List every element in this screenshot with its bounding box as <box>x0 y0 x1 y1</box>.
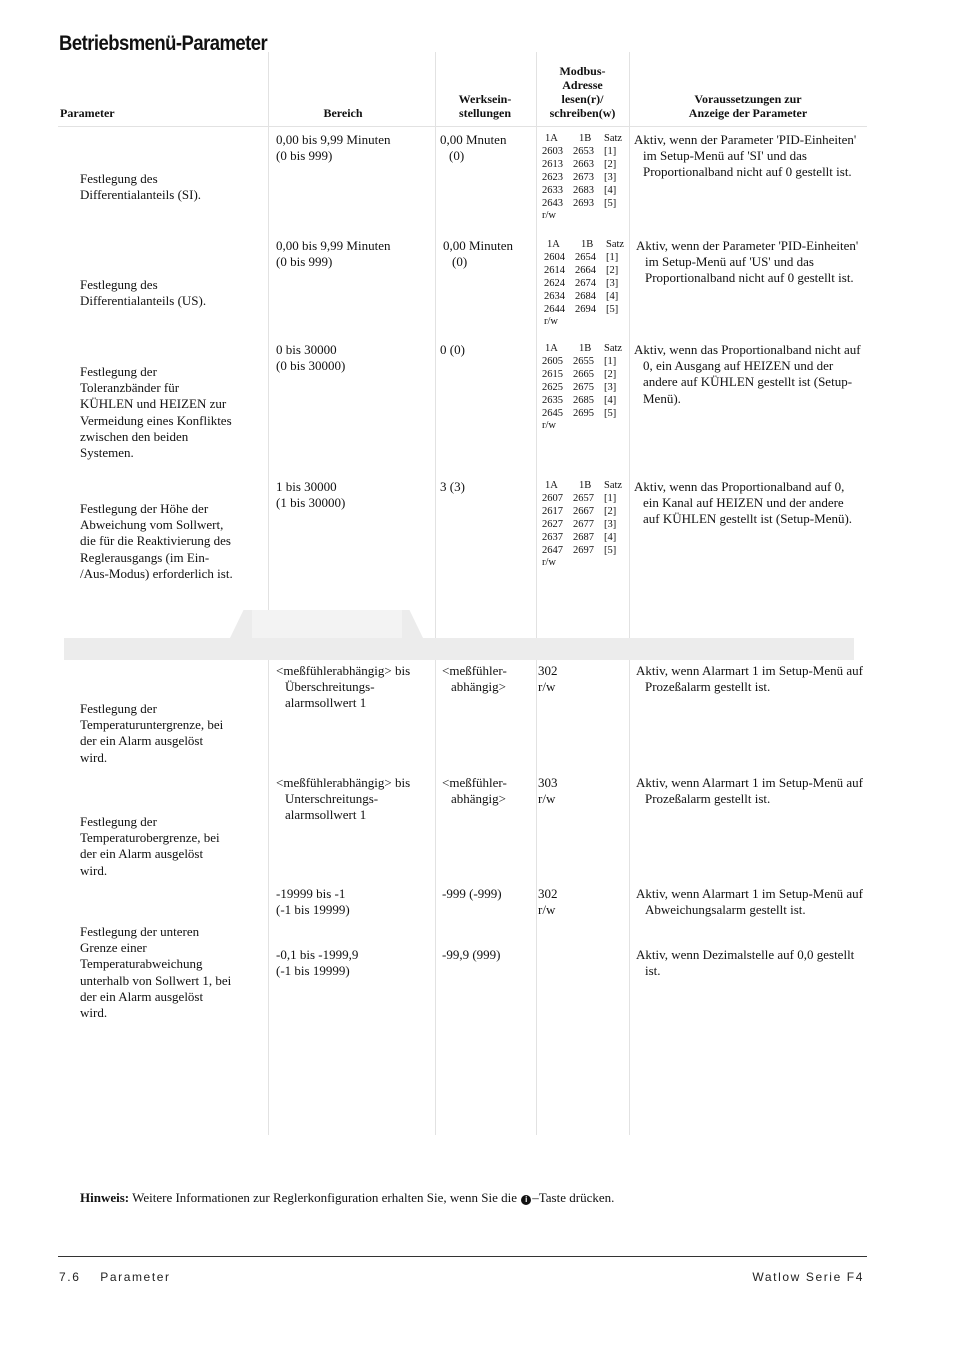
modbus-row: 2604 2654 [1] <box>544 251 619 263</box>
range-value: 0,00 bis 9,99 Minuten (0 bis 999) <box>276 132 391 164</box>
modbus-row: 2624 2674 [3] <box>544 277 619 289</box>
default-value: 0 (0) <box>440 342 465 357</box>
default-value: -999 (-999) <box>442 886 502 901</box>
parameter-description: Festlegung der Höhe der Abweichung vom Sollwert, die für die Reaktivierung des Reglerausgangs (im Ein- /Aus-Modus) erforderlich ist. <box>80 501 233 581</box>
range-value-decimal: -0,1 bis -1999,9 (-1 bis 19999) <box>276 947 359 979</box>
display-condition: Aktiv, wenn der Parameter 'PID-Einheiten' im Setup-Menü auf 'SI' und das Proportionalband nicht auf 0 gestellt ist. <box>634 132 857 180</box>
modbus-rw: r/w <box>542 557 556 569</box>
parameter-description: Festlegung der unteren Grenze einer Temperaturabweichung unterhalb von Sollwert 1, bei der ein Alarm ausgelöst wird. <box>80 924 232 1021</box>
modbus-address-block <box>542 133 628 223</box>
modbus-address-block <box>544 239 630 329</box>
default-value: <meßfühler-abhängig> <box>442 663 507 695</box>
range-value: -19999 bis -1 (-1 bis 19999) <box>276 886 350 918</box>
default-value: 0,00 Minuten (0) <box>443 238 514 270</box>
display-condition-decimal: Aktiv, wenn Dezimalstelle auf 0,0 gestellt ist. <box>636 947 855 979</box>
display-condition: Aktiv, wenn der Parameter 'PID-Einheiten' im Setup-Menü auf 'US' und das Proportionalband nicht auf 0 gestellt ist. <box>636 238 859 286</box>
footer-rule <box>58 1256 867 1257</box>
header-divider <box>58 126 867 127</box>
modbus-row: 2607 2657 [1] <box>542 492 617 504</box>
section-tab-inner <box>252 610 402 638</box>
page-title: Betriebsmenü-Parameter <box>59 32 268 55</box>
column-divider <box>435 52 436 1135</box>
default-value: 0,00 Mnuten (0) <box>440 132 507 164</box>
modbus-rw: r/w <box>542 420 556 432</box>
modbus-header: 1A 1B Satz <box>545 343 623 354</box>
parameter-description: Festlegung der Temperaturobergrenze, bei der ein Alarm ausgelöst wird. <box>80 814 220 878</box>
modbus-row: 2627 2677 [3] <box>542 518 617 530</box>
range-value: <meßfühlerabhängig> bis Überschreitungs-alarmsollwert 1 <box>276 663 411 711</box>
default-value: 3 (3) <box>440 479 465 494</box>
parameter-description: Festlegung des Differentialanteils (US). <box>80 277 207 309</box>
modbus-row: 2633 2683 [4] <box>542 184 617 196</box>
parameter-description: Festlegung der Toleranzbänder für KÜHLEN und HEIZEN zur Vermeidung eines Konfliktes zwischen den beiden Systemen. <box>80 364 232 461</box>
modbus-row: 2635 2685 [4] <box>542 394 617 406</box>
modbus-row: 2623 2673 [3] <box>542 171 617 183</box>
modbus-address: 302 r/w <box>538 663 558 695</box>
modbus-address: 303 r/w <box>538 775 558 807</box>
modbus-row: 2603 2653 [1] <box>542 145 617 157</box>
modbus-row: 2613 2663 [2] <box>542 158 617 170</box>
hint-text-after: –Taste drücken. <box>532 1190 615 1205</box>
header-werkseinstellungen: Werksein- stellungen <box>458 92 512 120</box>
modbus-row: 2614 2664 [2] <box>544 264 619 276</box>
modbus-row: 2605 2655 [1] <box>542 355 617 367</box>
range-value: 1 bis 30000 (1 bis 30000) <box>276 479 346 511</box>
display-condition: Aktiv, wenn Alarmart 1 im Setup-Menü auf Prozeßalarm gestellt ist. <box>636 663 863 695</box>
range-value: 0 bis 30000 (0 bis 30000) <box>276 342 346 374</box>
modbus-address-block <box>542 480 628 570</box>
default-value-decimal: -99,9 (999) <box>442 947 501 962</box>
modbus-row: 2643 2693 [5] <box>542 197 617 209</box>
modbus-rw: r/w <box>542 210 556 222</box>
modbus-header: 1A 1B Satz <box>545 133 623 144</box>
column-divider <box>268 52 269 1135</box>
modbus-row: 2637 2687 [4] <box>542 531 617 543</box>
range-value: 0,00 bis 9,99 Minuten (0 bis 999) <box>276 238 391 270</box>
display-condition: Aktiv, wenn Alarmart 1 im Setup-Menü auf Prozeßalarm gestellt ist. <box>636 775 863 807</box>
section-band <box>64 638 854 660</box>
hint-note <box>80 1190 614 1206</box>
modbus-rw: r/w <box>544 316 558 328</box>
display-condition: Aktiv, wenn das Proportionalband nicht auf 0, ein Ausgang auf HEIZEN und der andere auf KÜHLEN gestellt ist (Setup-Menü). <box>634 342 861 406</box>
modbus-address-block <box>542 343 628 433</box>
header-parameter: Parameter <box>60 106 115 120</box>
hint-label: Hinweis: <box>80 1190 130 1205</box>
modbus-row: 2647 2697 [5] <box>542 544 617 556</box>
modbus-row: 2634 2684 [4] <box>544 290 619 302</box>
parameter-description: Festlegung der Temperaturuntergrenze, bei der ein Alarm ausgelöst wird. <box>80 701 224 765</box>
column-divider <box>536 52 537 1135</box>
info-icon: i <box>521 1195 531 1205</box>
modbus-row: 2644 2694 [5] <box>544 303 619 315</box>
hint-text-before: Weitere Informationen zur Reglerkonfiguration erhalten Sie, wenn Sie die <box>132 1190 517 1205</box>
display-condition: Aktiv, wenn das Proportionalband auf 0, ein Kanal auf HEIZEN und der andere auf KÜHLEN gestellt ist (Setup-Menü). <box>634 479 853 527</box>
modbus-header: 1A 1B Satz <box>545 480 623 491</box>
range-value: <meßfühlerabhängig> bis Unterschreitungs-alarmsollwert 1 <box>276 775 411 823</box>
header-bereich: Bereich <box>323 106 363 120</box>
modbus-row: 2645 2695 [5] <box>542 407 617 419</box>
modbus-row: 2615 2665 [2] <box>542 368 617 380</box>
modbus-header: 1A 1B Satz <box>547 239 625 250</box>
footer-left: 7.6 Parameter <box>59 1270 171 1284</box>
column-divider <box>629 52 630 1135</box>
header-voraussetzungen: Voraussetzungen zur Anzeige der Parameter <box>688 92 808 120</box>
modbus-row: 2625 2675 [3] <box>542 381 617 393</box>
display-condition: Aktiv, wenn Alarmart 1 im Setup-Menü auf Abweichungsalarm gestellt ist. <box>636 886 863 918</box>
modbus-row: 2617 2667 [2] <box>542 505 617 517</box>
modbus-address: 302 r/w <box>538 886 558 918</box>
header-modbus: Modbus- Adresse lesen(r)/ schreiben(w) <box>549 64 616 120</box>
footer-right: Watlow Serie F4 <box>752 1270 864 1284</box>
parameter-description: Festlegung des Differentialanteils (SI). <box>80 171 202 203</box>
default-value: <meßfühler-abhängig> <box>442 775 507 807</box>
